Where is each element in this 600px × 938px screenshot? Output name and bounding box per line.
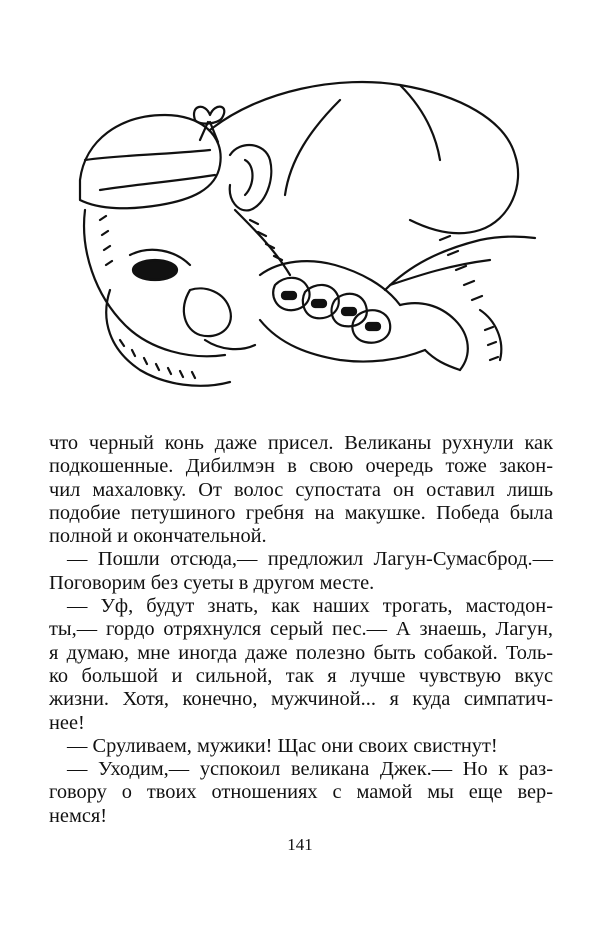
text-line: Поговорим без суеты в другом месте. — [49, 571, 375, 594]
text-line: ко большой и сильной, так я лучше чувствую вкус — [49, 664, 553, 687]
text-line: чил махаловку. От волос супостата он оставил лишь — [49, 478, 553, 501]
text-line: нее! — [49, 711, 85, 734]
text-line: ты,— гордо отряхнулся серый пес.— А знаешь, Лагун, — [49, 618, 553, 641]
text-line: немся! — [49, 804, 108, 827]
text-line: подобие петушиного гребня на макушке. Победа была — [49, 501, 553, 524]
body-text — [49, 432, 553, 828]
text-line: жизни. Хотя, конечно, мужчиной... я куда симпатич- — [49, 688, 553, 711]
text-line: полной и окончательной. — [49, 525, 267, 548]
text-line: что черный конь даже присел. Великаны рухнули как — [49, 432, 553, 454]
text-line: — Уходим,— успокоил великана Джек.— Но к раз- — [67, 758, 553, 781]
text-line: я думаю, мне иногда даже полезно быть собакой. Толь- — [49, 641, 553, 664]
text-line: подкошенные. Дибилмэн в свою очередь тоже закон- — [49, 455, 553, 478]
page-number: 141 — [287, 835, 313, 854]
text-line: — Пошли отсюда,— предложил Лагун-Сумасброд.— — [67, 548, 553, 571]
text-line: говору о твоих отношениях с мамой мы еще вер- — [49, 781, 553, 804]
giant-illustration — [40, 60, 540, 400]
text-line: — Сруливаем, мужики! Щас они своих свистнут! — [67, 734, 498, 757]
text-line: — Уф, будут знать, как наших трогать, мастодон- — [67, 595, 553, 618]
